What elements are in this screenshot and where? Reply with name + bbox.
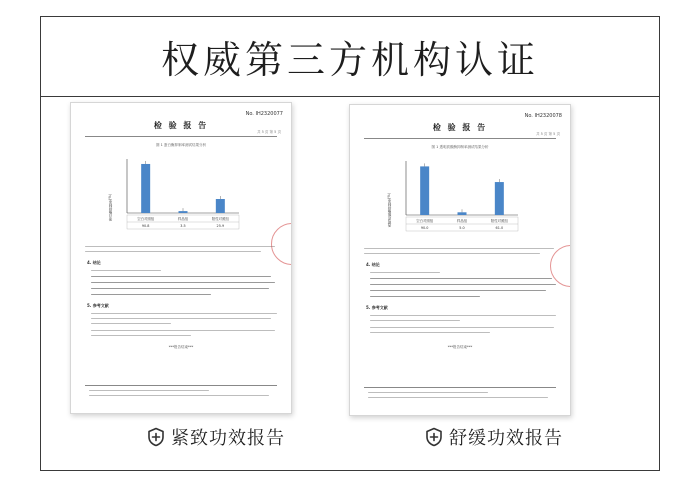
caption-label: 舒缓功效报告 xyxy=(449,428,563,449)
title-banner xyxy=(41,17,659,97)
category-label: 阳性对照组 xyxy=(211,217,229,221)
value-label: 25.9 xyxy=(216,224,225,228)
section-references: 5. 参考文献 xyxy=(87,303,109,308)
report-document-soothing xyxy=(349,104,571,416)
section-conclusion: 4. 结论 xyxy=(366,262,380,267)
value-label: 90.0 xyxy=(420,226,429,230)
category-label: 样品组 xyxy=(177,217,189,221)
value-label: 90.8 xyxy=(141,224,150,228)
red-seal xyxy=(550,245,571,287)
chart-title: 图 1 透明质酸酶抑制率测试结果分析 xyxy=(431,145,489,149)
report-heading: 检 验 报 告 xyxy=(432,123,488,132)
bar xyxy=(141,164,150,213)
caption-label: 紧致功效报告 xyxy=(171,428,285,449)
value-label: 5.0 xyxy=(459,226,465,230)
page-title: 权威第三方机构认证 xyxy=(160,38,539,82)
chart-y-label: 蛋白酶抑制率(%) xyxy=(108,193,112,221)
report-page-info: 共 5 页 第 5 页 xyxy=(535,132,560,136)
shield-plus-icon xyxy=(425,427,443,447)
report-end-mark: ***报告结束*** xyxy=(447,345,473,349)
category-label: 空白对照组 xyxy=(416,219,434,223)
bar-chart xyxy=(396,155,526,239)
report-document-firming xyxy=(70,102,292,414)
chart-y-label: 透明质酸酶抑制率(%) xyxy=(387,192,391,227)
category-label: 空白对照组 xyxy=(137,217,155,221)
section-conclusion: 4. 结论 xyxy=(87,260,101,265)
report-number: No. IH2320078 xyxy=(524,113,562,119)
header-rule xyxy=(364,138,556,139)
bar xyxy=(179,211,188,213)
bar xyxy=(495,182,504,215)
footer-rule xyxy=(364,387,556,388)
category-label: 阳性对照组 xyxy=(490,219,508,223)
chart-title: 图 1 蛋白酶抑制率测试结果分析 xyxy=(156,143,206,147)
bar xyxy=(216,199,225,213)
report-number: No. IH2320077 xyxy=(245,111,283,117)
bar xyxy=(420,166,429,215)
footer-rule xyxy=(85,385,277,386)
report-end-mark: ***报告结束*** xyxy=(168,345,194,349)
section-references: 5. 参考文献 xyxy=(366,305,388,310)
category-label: 样品组 xyxy=(456,219,468,223)
report-page-info: 共 5 页 第 5 页 xyxy=(256,130,281,134)
bar xyxy=(458,212,467,215)
shield-plus-icon xyxy=(147,427,165,447)
caption-soothing xyxy=(425,424,563,450)
value-label: 61.0 xyxy=(495,226,504,230)
value-label: 3.5 xyxy=(180,224,186,228)
caption-firming xyxy=(147,424,285,450)
bar-chart xyxy=(117,153,247,237)
report-heading: 检 验 报 告 xyxy=(153,121,209,130)
red-seal xyxy=(271,223,292,265)
header-rule xyxy=(85,136,277,137)
